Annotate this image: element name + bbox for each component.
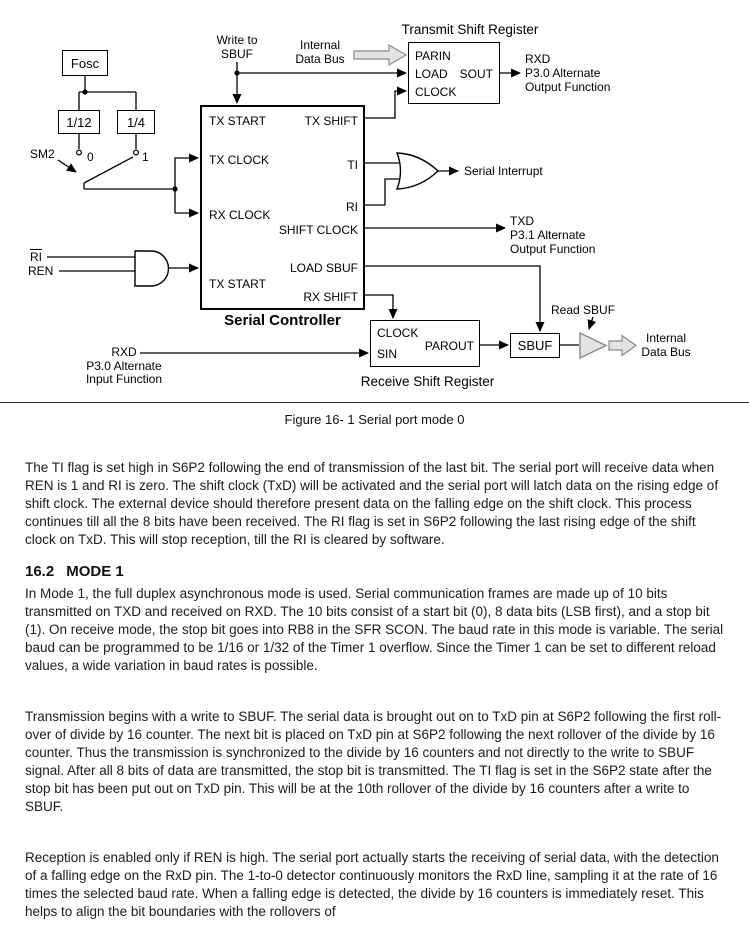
section-heading-16-2 xyxy=(25,563,727,581)
fosc-box: Fosc xyxy=(62,50,108,76)
paragraph-mode0-ti-flag: The TI flag is set high in S6P2 following the end of transmission of the last bit. The serial port will receive data when REN is 1 and RI is zero. The shift clock (TxD) will be activated and the serial port will latch data on the rising edge of shift clock. The external device should therefore present data on the falling edge on the shift clock. This process continues till all the 8 bits have been received. The RI flag is set in S6P2 following the last rising edge of the shift clock on TxD. This will stop reception, till the RI is cleared by software. xyxy=(25,460,719,547)
pin-load-sbuf: LOAD SBUF xyxy=(289,261,358,275)
label-sm2: SM2 xyxy=(30,147,55,161)
data-bus-arrow-bottom xyxy=(609,336,636,356)
paragraph-mode1-intro: In Mode 1, the full duplex asynchronous mode is used. Serial communication frames are made up of 10 bits transmitted on TXD and received on RXD. The 10 bits consist of a start bit (0), 8 data bits (LSB first), and a stop bit (1). On receive mode, the stop bit goes into RB8 in the SFR SCON. The baud rate in this mode is variable. The serial baud can be programmed to be 1/16 or 1/32 of the Timer 1 overflow. Since the Timer 1 can be set to different reload values, a wide variation in baud rates is possible. xyxy=(25,586,724,673)
label-txd-alternate-output: TXD P3.1 Alternate Output Function xyxy=(510,214,596,256)
serial-controller-title: Serial Controller xyxy=(224,312,341,329)
label-rxd-alternate-input: RXD P3.0 Alternate Input Function xyxy=(85,345,163,386)
pin-ri: RI xyxy=(346,200,358,214)
pin-tx-start-top: TX START xyxy=(209,114,266,128)
transmit-shift-register-box xyxy=(408,42,500,104)
section-number: 16.2 xyxy=(25,563,55,580)
label-write-to-sbuf: Write to SBUF xyxy=(216,33,258,61)
or-gate xyxy=(397,153,438,189)
and-gate xyxy=(135,251,169,286)
divide-by-12-box: 1/12 xyxy=(58,110,100,134)
receive-shift-register-box xyxy=(370,320,480,367)
pin-sin: SIN xyxy=(377,347,398,361)
pin-ti: TI xyxy=(347,158,358,172)
label-ri-bar: $\overline{RI}$ xyxy=(30,250,42,264)
pin-tx-start-bottom: TX START xyxy=(209,277,266,291)
pin-clock-tsr: CLOCK xyxy=(415,85,457,99)
label-ren: REN xyxy=(28,264,54,278)
pin-sout: SOUT xyxy=(459,67,493,81)
paragraph-mode1-reception: Reception is enabled only if REN is high. The serial port actually starts the receiving of serial data, with the detection of a falling edge on the RxD pin. The 1-to-0 detector continuously monitors the RxD line, sampling it at the rate of 16 times the selected baud rate. When a falling edge is detected, the divide by 16 counters is immediately reset. This helps to align the bit boundaries with the rollovers of xyxy=(25,850,719,919)
receive-shift-register-title: Receive Shift Register xyxy=(360,374,495,389)
figure-caption: Figure 16- 1 Serial port mode 0 xyxy=(284,412,465,427)
tristate-buffer xyxy=(580,333,606,358)
paragraph-mode1-transmission: Transmission begins with a write to SBUF. The serial data is brought out on to TxD pin at S6P2 following the first roll-over of divide by 16 counter. The next bit is placed on TxD pin at S6P2 following the next rollover of the divide by 16 counter. Thus the transmission is synchronized to the divide by 16 counters and not directly to the write to SBUF signal. After all 8 bits of data are transmitted, the stop bit is transmitted. The TI flag is set in the S6P2 state after the stop bit has been put out on TxD pin. This will be at the 10th rollover of the divide by 16 counters after a write to SBUF. xyxy=(25,709,722,814)
switch-contacts xyxy=(77,150,139,155)
pin-rx-shift: RX SHIFT xyxy=(303,290,358,304)
pin-parout: PAROUT xyxy=(424,339,474,353)
label-internal-data-bus-bottom: Internal Data Bus xyxy=(641,331,691,359)
pin-load: LOAD xyxy=(415,67,448,81)
pin-parin: PARIN xyxy=(415,49,451,63)
figure-serial-port-mode0 xyxy=(0,0,749,403)
label-internal-data-bus-top: Internal Data Bus xyxy=(295,38,345,66)
data-bus-arrow-top xyxy=(354,45,406,65)
divide-by-4-box: 1/4 xyxy=(117,110,155,134)
transmit-shift-register-title: Transmit Shift Register xyxy=(401,22,539,37)
serial-controller-box xyxy=(200,105,365,310)
pin-tx-shift: TX SHIFT xyxy=(304,114,358,128)
label-switch-position-1: 1 xyxy=(142,150,149,164)
label-serial-interrupt: Serial Interrupt xyxy=(464,164,543,178)
pin-shift-clock: SHIFT CLOCK xyxy=(278,223,358,237)
section-title: MODE 1 xyxy=(66,563,124,580)
pin-clock-rsr: CLOCK xyxy=(377,326,419,340)
pin-rx-clock: RX CLOCK xyxy=(209,208,271,222)
label-rxd-alternate-output: RXD P3.0 Alternate Output Function xyxy=(525,52,611,94)
body-text xyxy=(25,459,727,921)
label-switch-position-0: 0 xyxy=(87,150,94,164)
pin-tx-clock: TX CLOCK xyxy=(209,153,270,167)
label-read-sbuf: Read SBUF xyxy=(551,303,616,317)
figure-divider-line xyxy=(0,402,749,403)
sbuf-box: SBUF xyxy=(510,333,560,358)
